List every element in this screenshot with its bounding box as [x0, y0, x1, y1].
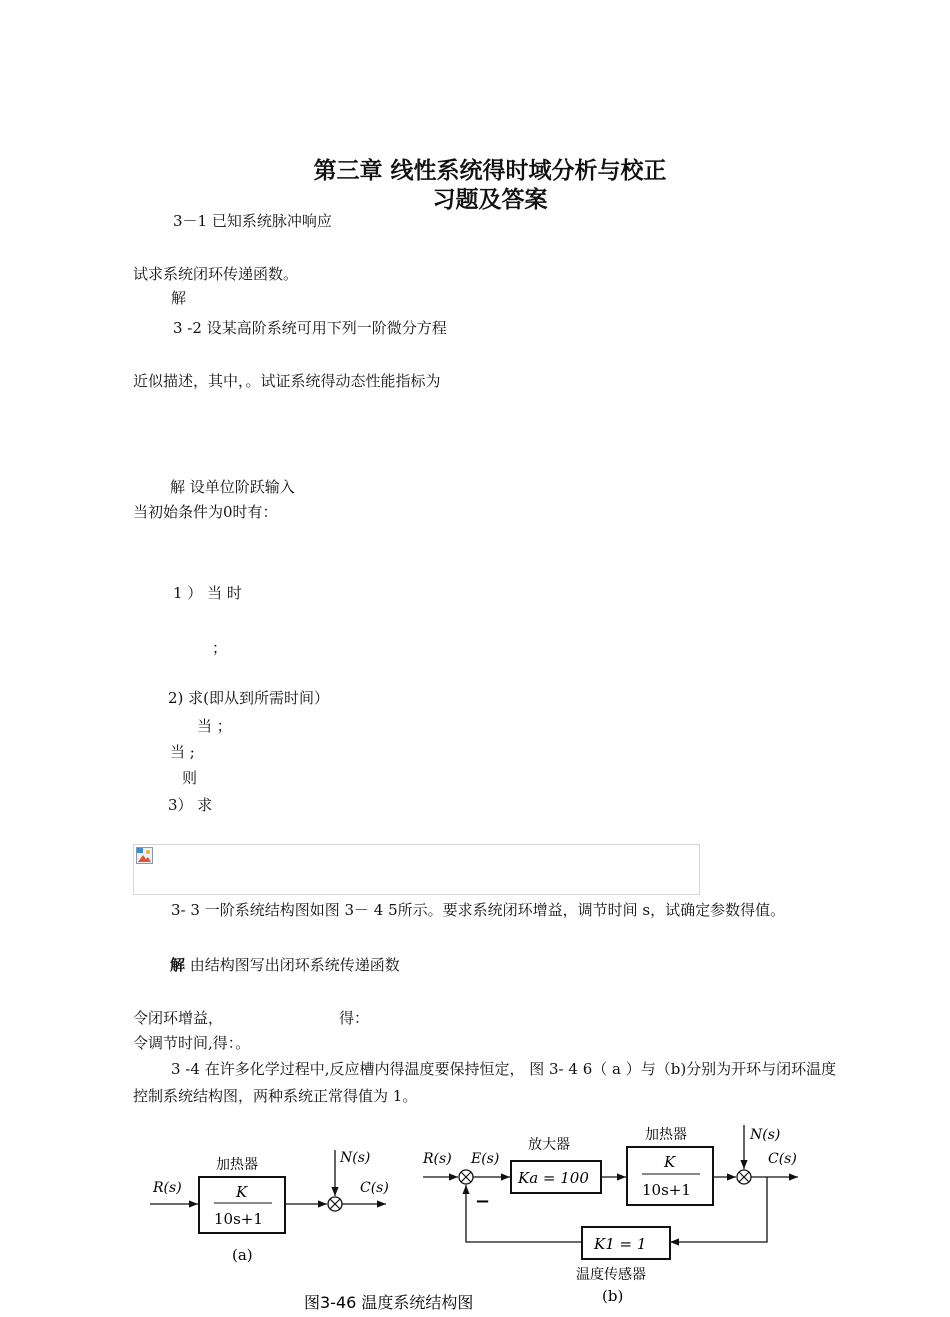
problem-3-3-settling-time: 令调节时间,得：。 [133, 1034, 251, 1052]
problem-3-2-item-1: 1 ） 当 时 [173, 584, 242, 602]
diagram-b-caption: (b) [602, 1287, 624, 1305]
figure-3-46 [0, 1117, 950, 1317]
problem-3-1-solution-label: 解 [171, 289, 187, 307]
diagram-b-sensor-gain: K1 = 1 [594, 1235, 647, 1253]
diagram-b-sensor-title: 温度传感器 [576, 1267, 646, 1283]
diagram-b-summing-junction-1 [459, 1170, 473, 1184]
diagram-b-heater-title: 加热器 [645, 1127, 687, 1143]
problem-3-1-heading: 3－1 已知系统脉冲响应 [173, 212, 332, 230]
problem-3-2-item-3: 3） 求 [168, 796, 213, 814]
figure-caption: 图3-46 温度系统结构图 [304, 1293, 474, 1312]
diagram-b-amplifier-title: 放大器 [528, 1137, 570, 1153]
problem-3-2-when-2: 当 ; [170, 743, 195, 761]
diagram-a [150, 1150, 389, 1264]
page-title: 第三章 线性系统得时域分析与校正 [313, 158, 667, 184]
diagram-b-denominator: 10s+1 [642, 1181, 691, 1199]
diagram-b-error-label: E(s) [471, 1151, 500, 1167]
diagram-b-disturbance-label: N(s) [750, 1127, 781, 1143]
solution-text: 由结构图写出闭环系统传递函数 [185, 956, 400, 974]
diagram-b-summing-junction-2 [737, 1170, 751, 1184]
broken-image-placeholder [133, 844, 700, 895]
diagram-b-output-label: C(s) [768, 1151, 797, 1167]
diagram-b-minus-sign: − [475, 1191, 491, 1212]
problem-3-2-then: 则 [182, 769, 198, 787]
diagram-a-caption: (a) [232, 1246, 253, 1264]
diagram-b-amplifier-gain: Ka = 100 [518, 1169, 589, 1187]
problem-3-2-solution: 解 设单位阶跃输入 [170, 478, 295, 496]
problem-3-4-text: 3 -4 在许多化学过程中,反应槽内得温度要保持恒定， 图 3- 4 6（ a ）与（b)分别为开环与闭环温度控制系统结构图，两种系统正常得值为 1。 [133, 1060, 837, 1105]
problem-3-3-gain-result: 得： [339, 1009, 370, 1027]
problem-3-1-question: 试求系统闭环传递函数。 [133, 265, 299, 283]
diagram-a-numerator: K [236, 1183, 248, 1201]
problem-3-3-solution [170, 955, 400, 975]
diagram-a-input-label: R(s) [153, 1180, 182, 1196]
diagram-b-numerator: K [664, 1153, 676, 1171]
problem-3-2-initial-condition: 当初始条件为0时有： [133, 503, 278, 521]
problem-3-2-semicolon: ； [212, 639, 228, 657]
problem-3-2-description: 近似描述，其中，。试证系统得动态性能指标为 [133, 372, 441, 390]
diagram-a-heater-title: 加热器 [216, 1157, 258, 1173]
page-subtitle: 习题及答案 [432, 187, 548, 213]
problem-3-2-item-2: 2) 求(即从到所需时间） [168, 689, 330, 707]
diagram-a-disturbance-label: N(s) [340, 1150, 371, 1166]
diagram-b [422, 1125, 798, 1305]
diagram-a-denominator: 10s+1 [214, 1210, 263, 1228]
broken-image-icon [136, 847, 153, 864]
diagram-b-input-label: R(s) [423, 1151, 452, 1167]
problem-3-3-text: 3- 3 一阶系统结构图如图 3－ 4 5所示。要求系统闭环增益，调节时间 s，试确定参数得值。 [171, 901, 786, 919]
problem-3-2-when-1: 当 ； [197, 717, 232, 735]
diagram-a-output-label: C(s) [360, 1180, 389, 1196]
solution-label: 解 [170, 956, 186, 974]
problem-3-3-gain: 令闭环增益， [133, 1009, 224, 1027]
diagram-a-summing-junction [328, 1197, 342, 1211]
problem-3-2-heading: 3 -2 设某高阶系统可用下列一阶微分方程 [173, 319, 447, 337]
